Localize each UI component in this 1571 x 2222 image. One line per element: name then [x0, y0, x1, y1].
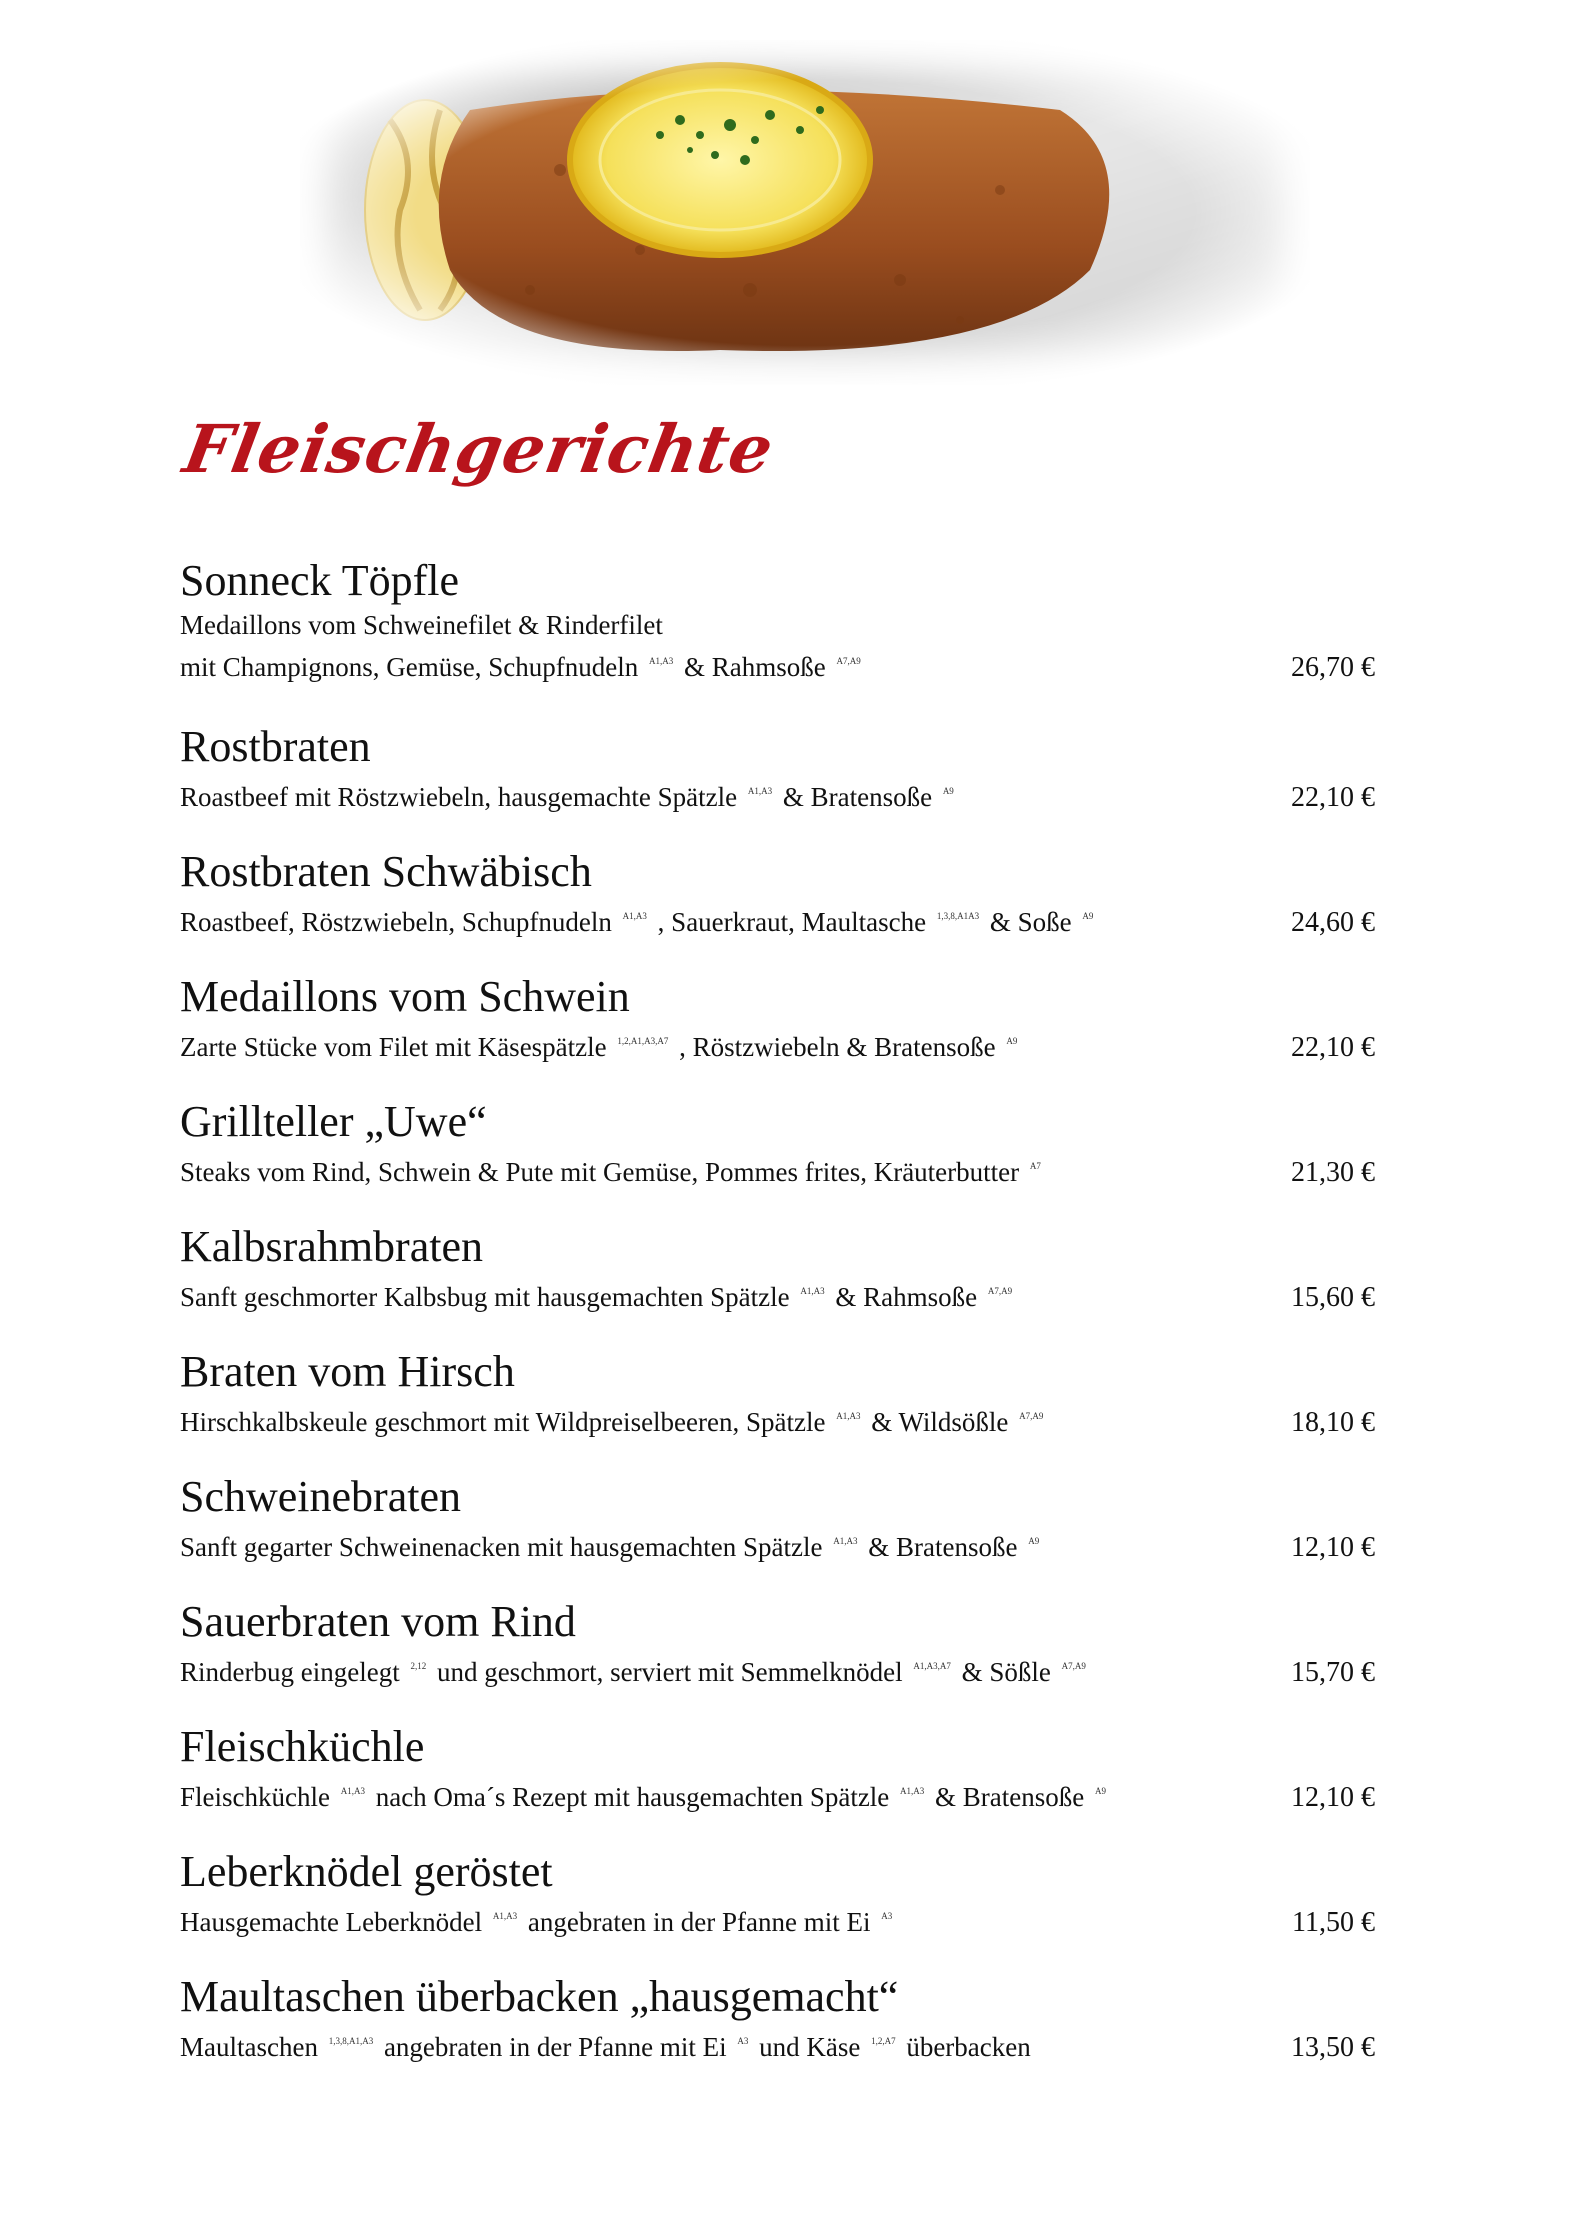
allergen-codes: A1,A3 — [800, 1286, 825, 1296]
menu-item — [180, 721, 1375, 846]
allergen-codes: 1,3,8,A1A3 — [936, 911, 980, 921]
menu-item-name: Rostbraten Schwäbisch — [180, 847, 592, 896]
description-text: & Rahmsoße — [683, 652, 826, 682]
menu-item — [180, 1471, 1375, 1596]
menu-item-description — [180, 898, 1097, 940]
menu-item — [180, 1971, 1375, 2096]
allergen-codes: A1,A3 — [492, 1911, 518, 1921]
allergen-codes: A7,A9 — [836, 656, 861, 666]
menu-item-price: 15,60 € — [1291, 1282, 1375, 1313]
description-text: Maultaschen — [180, 2032, 318, 2062]
menu-item — [180, 846, 1375, 971]
description-text: Fleischküchle — [180, 1782, 330, 1812]
description-text: Steaks vom Rind, Schwein & Pute mit Gemüse, Pommes frites, Kräuterbutter — [180, 1157, 1020, 1187]
section-title: Fleischgerichte — [178, 410, 780, 488]
menu-item-price: 18,10 € — [1291, 1407, 1375, 1438]
menu-item-price: 12,10 € — [1291, 1782, 1375, 1813]
allergen-codes: A7 — [1029, 1161, 1041, 1171]
menu-item-name: Grillteller „Uwe“ — [180, 1097, 487, 1146]
allergen-codes: A7,A9 — [1061, 1661, 1086, 1671]
description-text: nach Oma´s Rezept mit hausgemachten Spätzle — [375, 1782, 890, 1812]
allergen-codes: A1,A3,A7 — [913, 1661, 951, 1671]
menu-item-price: 22,10 € — [1291, 1032, 1375, 1063]
description-text: , Sauerkraut, Maultasche — [657, 907, 927, 937]
menu-list — [180, 555, 1375, 2096]
allergen-codes: A3 — [881, 1911, 893, 1921]
allergen-codes: A1,A3 — [340, 1786, 365, 1796]
menu-item-description — [180, 1648, 1090, 1690]
allergen-codes: A7,A9 — [1019, 1411, 1044, 1421]
description-text: angebraten in der Pfanne mit Ei — [527, 1907, 871, 1937]
description-text: Hirschkalbskeule geschmort mit Wildpreiselbeeren, Spätzle — [180, 1407, 826, 1437]
menu-item-name: Medaillons vom Schwein — [180, 972, 630, 1021]
hero-food-photo — [300, 40, 1310, 385]
description-text: & Soße — [989, 907, 1072, 937]
allergen-codes: A9 — [1095, 1786, 1107, 1796]
menu-item — [180, 1721, 1375, 1846]
menu-item — [180, 1596, 1375, 1721]
menu-item-description — [180, 1523, 1043, 1565]
allergen-codes: 1,2,A1,A3,A7 — [617, 1036, 669, 1046]
description-text: Sanft gegarter Schweinenacken mit hausgemachten Spätzle — [180, 1532, 823, 1562]
menu-item-description — [180, 1398, 1047, 1440]
allergen-codes: A1,A3 — [836, 1411, 861, 1421]
menu-item-name: Schweinebraten — [180, 1472, 461, 1521]
menu-item-description — [180, 773, 958, 815]
menu-item-description — [180, 643, 865, 685]
description-text: Rinderbug eingelegt — [180, 1657, 400, 1687]
description-text: & Bratensoße — [868, 1532, 1018, 1562]
allergen-codes: A1,A3 — [622, 911, 647, 921]
menu-item-description — [180, 1773, 1110, 1815]
menu-item-price: 13,50 € — [1291, 2032, 1375, 2063]
menu-item-description — [180, 1273, 1016, 1315]
description-text: angebraten in der Pfanne mit Ei — [383, 2032, 727, 2062]
menu-item-name: Sonneck Töpfle — [180, 556, 460, 605]
description-text: & Bratensoße — [782, 782, 933, 812]
menu-item-description — [180, 1023, 1021, 1065]
menu-item-price: 22,10 € — [1291, 782, 1375, 813]
description-text: & Wildsößle — [871, 1407, 1009, 1437]
description-text: Roastbeef mit Röstzwiebeln, hausgemachte Spätzle — [180, 782, 738, 812]
allergen-codes: A7,A9 — [987, 1286, 1013, 1296]
allergen-codes: 2,12 — [410, 1661, 427, 1671]
menu-item — [180, 1346, 1375, 1471]
menu-item-price: 12,10 € — [1291, 1532, 1375, 1563]
allergen-codes: 1,2,A7 — [871, 2036, 896, 2046]
allergen-codes: A9 — [1082, 911, 1094, 921]
allergen-codes: A1,A3 — [833, 1536, 858, 1546]
allergen-codes: A1,A3 — [747, 786, 773, 796]
description-text: und geschmort, serviert mit Semmelknödel — [436, 1657, 903, 1687]
allergen-codes: A1,A3 — [900, 1786, 925, 1796]
description-text: Roastbeef, Röstzwiebeln, Schupfnudeln — [180, 907, 612, 937]
menu-item-price: 11,50 € — [1292, 1907, 1375, 1938]
allergen-codes: 1,3,8,A1,A3 — [328, 2036, 374, 2046]
menu-item-name: Rostbraten — [180, 722, 371, 771]
menu-item-name: Sauerbraten vom Rind — [180, 1597, 576, 1646]
allergen-codes: A9 — [1006, 1036, 1018, 1046]
menu-item — [180, 1221, 1375, 1346]
description-text: Zarte Stücke vom Filet mit Käsespätzle — [180, 1032, 607, 1062]
menu-item-price: 26,70 € — [1291, 652, 1375, 683]
menu-item-description — [180, 1898, 896, 1940]
menu-item-price: 21,30 € — [1291, 1157, 1375, 1188]
menu-item-name: Braten vom Hirsch — [180, 1347, 515, 1396]
menu-item-price: 15,70 € — [1291, 1657, 1375, 1688]
menu-item — [180, 1846, 1375, 1971]
menu-item-description — [180, 2023, 1031, 2065]
menu-item-name: Fleischküchle — [180, 1722, 425, 1771]
description-text: Hausgemachte Leberknödel — [180, 1907, 483, 1937]
menu-item-price: 24,60 € — [1291, 907, 1375, 938]
menu-item-description: Medaillons vom Schweinefilet & Rinderfilet — [180, 610, 663, 640]
allergen-codes: A3 — [737, 2036, 749, 2046]
allergen-codes: A9 — [1028, 1536, 1040, 1546]
description-text: überbacken — [906, 2032, 1031, 2062]
description-text: & Sößle — [961, 1657, 1051, 1687]
allergen-codes: A9 — [942, 786, 954, 796]
description-text: mit Champignons, Gemüse, Schupfnudeln — [180, 652, 639, 682]
description-text: und Käse — [759, 2032, 861, 2062]
allergen-codes: A1,A3 — [648, 656, 674, 666]
description-text: & Rahmsoße — [835, 1282, 978, 1312]
description-text: , Röstzwiebeln & Bratensoße — [679, 1032, 996, 1062]
menu-item-name: Leberknödel geröstet — [180, 1847, 553, 1896]
menu-item — [180, 971, 1375, 1096]
menu-item-name: Kalbsrahmbraten — [180, 1222, 483, 1271]
menu-item-name: Maultaschen überbacken „hausgemacht“ — [180, 1972, 899, 2021]
menu-item — [180, 555, 1375, 721]
menu-item-description — [180, 1148, 1045, 1190]
description-text: & Bratensoße — [935, 1782, 1085, 1812]
description-text: Sanft geschmorter Kalbsbug mit hausgemachten Spätzle — [180, 1282, 790, 1312]
menu-item — [180, 1096, 1375, 1221]
